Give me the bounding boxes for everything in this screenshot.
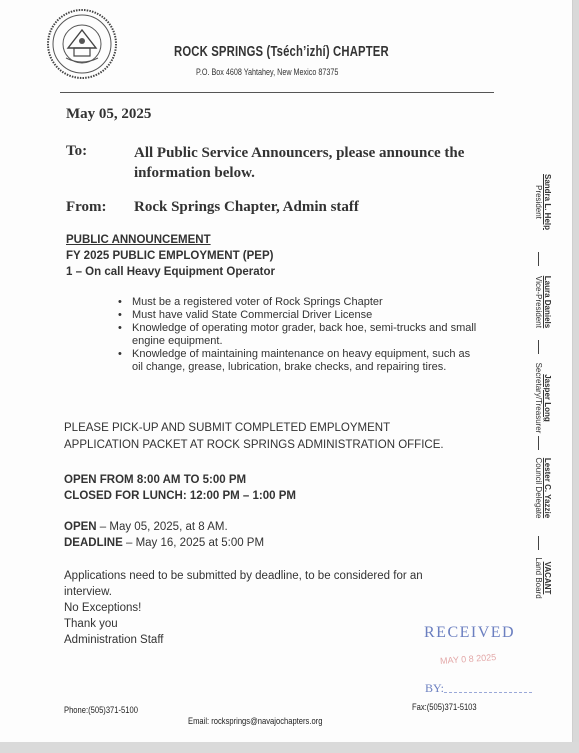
from-text: Rock Springs Chapter, Admin staff: [134, 199, 359, 215]
officer-vice-president: [534, 276, 552, 328]
officer-delegate: [534, 458, 552, 519]
to-text: All Public Service Announcers, please announce the information below.: [134, 145, 465, 181]
letterhead-address: P.O. Box 4608 Yahtahey, New Mexico 87375: [196, 67, 339, 77]
to-label: To:: [66, 143, 88, 159]
letterhead-title: ROCK SPRINGS (Tséch’izhí) CHAPTER: [174, 44, 389, 60]
officer-title: Secretary/Treasurer: [534, 362, 543, 434]
received-by-line: [444, 692, 532, 693]
list-item: • Must have valid State Commercial Driver License: [118, 309, 478, 322]
officer-title: President: [534, 185, 543, 219]
officer-title: Vice-President: [534, 276, 543, 328]
officer-title: Council Delegate: [534, 457, 543, 519]
officer-name: Sandra L. Help: [543, 173, 552, 231]
list-item: • Must be a registered voter of Rock Springs Chapter: [118, 296, 478, 309]
officer-name: Laura Daniels: [543, 275, 552, 329]
open-text: – May 05, 2025, at 8 AM.: [96, 521, 228, 533]
deadline-label: DEADLINE: [64, 537, 123, 549]
list-item: • Knowledge of maintaining maintenance on heavy equipment, such as oil change, grease, lubrication, brake checks, and repairing tires.: [118, 348, 478, 374]
officer-secretary: [534, 363, 552, 434]
header-divider: [60, 92, 494, 93]
chapter-seal-icon: [46, 8, 118, 80]
program-title: FY 2025 PUBLIC EMPLOYMENT (PEP): [66, 250, 274, 262]
officer-title: Land Board: [534, 557, 543, 599]
officer-land-board: [534, 557, 552, 598]
thanks-text: Thank you: [64, 618, 118, 630]
note-line: Applications need to be submitted by deadline, to be considered for an interview.: [64, 570, 423, 598]
open-label: OPEN: [64, 521, 97, 533]
officer-name: Jasper Long: [543, 374, 552, 422]
footer-email: Email: rocksprings@navajochapters.org: [188, 716, 323, 727]
received-by-label: BY:: [425, 681, 444, 695]
hours-lunch: CLOSED FOR LUNCH: 12:00 PM – 1:00 PM: [64, 490, 296, 502]
officer-divider: [538, 252, 539, 266]
footer-fax: Fax:(505)371-5103: [412, 702, 477, 713]
note-line: No Exceptions!: [64, 602, 142, 614]
received-stamp-date: MAY 0 8 2025: [439, 652, 497, 666]
letter-date: May 05, 2025: [66, 106, 152, 122]
officer-name: Lester C. Yazzie: [543, 457, 552, 519]
officer-divider: [538, 536, 539, 550]
officer-president: [534, 174, 552, 230]
announcement-heading: PUBLIC ANNOUNCEMENT: [66, 234, 211, 246]
received-stamp: RECEIVED: [424, 624, 516, 641]
footer-phone: Phone:(505)371-5100: [64, 705, 138, 716]
list-item: • Knowledge of operating motor grader, back hoe, semi-trucks and small engine equipment.: [118, 322, 478, 348]
signoff: [64, 616, 164, 648]
hours-open: OPEN FROM 8:00 AM TO 5:00 PM: [64, 474, 247, 486]
deadline-text: – May 16, 2025 at 5:00 PM: [122, 537, 265, 549]
open-date-line: [64, 521, 228, 533]
deadline-line: [64, 537, 264, 549]
officer-divider: [538, 436, 539, 450]
signoff-name: Administration Staff: [64, 634, 164, 646]
page-edge: [0, 742, 579, 753]
officer-name: VACANT: [543, 561, 552, 595]
position-title: 1 – On call Heavy Equipment Operator: [66, 266, 275, 278]
submission-note: [64, 568, 464, 616]
office-hours: [64, 472, 296, 504]
requirements-list: [118, 296, 478, 374]
officer-divider: [538, 340, 539, 354]
from-label: From:: [66, 199, 107, 215]
pickup-instructions: PLEASE PICK-UP AND SUBMIT COMPLETED EMPLOYMENT APPLICATION PACKET AT ROCK SPRINGS ADMINISTRATION OFFICE.: [64, 422, 444, 451]
